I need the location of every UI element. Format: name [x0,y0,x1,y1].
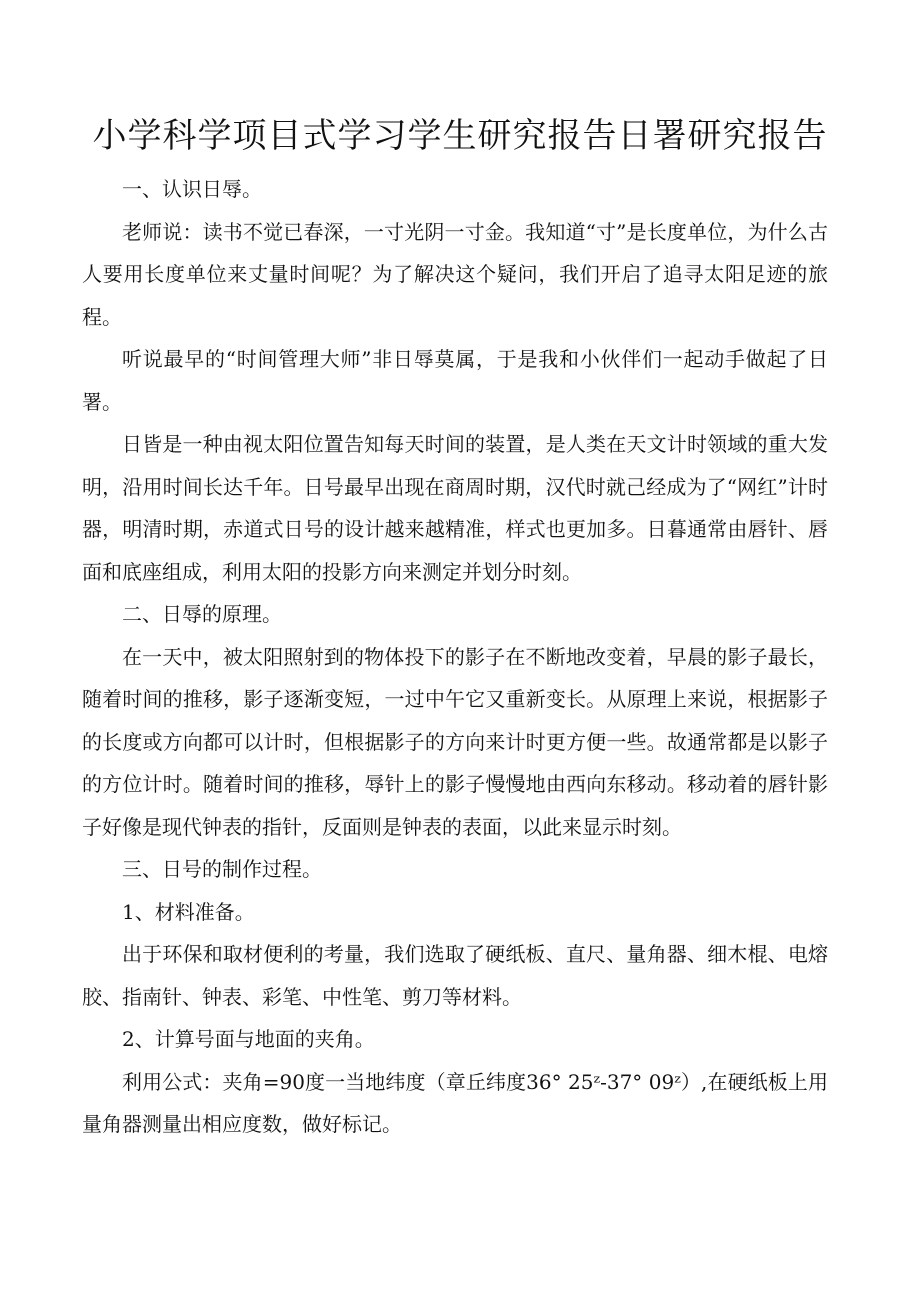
paragraph-teacher-quote: 老师说：读书不觉已春深，一寸光阴一寸金。我知道“寸”是长度单位，为什么古人要用长度单位来丈量时间呢？为了解决这个疑问，我们开启了追寻太阳足迹的旅程。 [82,219,828,329]
subheading-materials: 1、材料准备。 [122,899,255,924]
subheading-angle: 2、计算号面与地面的夹角。 [122,1027,375,1051]
paragraph-time-master: 听说最早的“时间管理大师”非日辱莫属，于是我和小伙伴们一起动手做起了日署。 [82,347,828,414]
section-heading-3: 三、日号的制作过程。 [122,857,322,881]
section-heading-2: 二、日辱的原理。 [122,602,282,626]
paragraph-materials: 出于环保和取材便利的考量，我们选取了硬纸板、直尺、量角器、细木棍、电熔胶、指南针、钟表、彩笔、中性笔、剪刀等材料。 [82,942,828,1009]
paragraph-formula: 利用公式：夹角=90度一当地纬度（章丘纬度36° 25ᶻ-37° 09ᶻ）,在硬纸板上用量角器测量出相应度数，做好标记。 [82,1069,828,1136]
document-title: 小学科学项目式学习学生研究报告日署研究报告 [92,116,828,156]
paragraph-sundial-history: 日皆是一种由视太阳位置告知每天时间的装置，是人类在天文计时领域的重大发明，沿用时间长达千年。日号最早出现在商周时期，汉代时就己经成为了“网红”计时器，明清时期，赤道式日号的设计越来越精准，样式也更加多。日暮通常由唇针、唇面和底座组成，利用太阳的投影方向来测定并划分时刻。 [82,432,828,584]
document-body [82,168,828,1146]
section-heading-1: 一、认识日辱。 [122,177,262,201]
paragraph-principle: 在一天中，被太阳照射到的物体投下的影子在不断地改变着，早晨的影子最长，随着时间的推移，影子逐渐变短，一过中午它又重新变长。从原理上来说，根据影子的长度或方向都可以计时，但根据影子的方向来计时更方便一些。故通常都是以影子的方位计时。随着时间的推移，辱针上的影子慢慢地由西向东移动。移动着的唇针影子好像是现代钟表的指针，反面则是钟表的表面，以此来显示时刻。 [82,644,828,839]
